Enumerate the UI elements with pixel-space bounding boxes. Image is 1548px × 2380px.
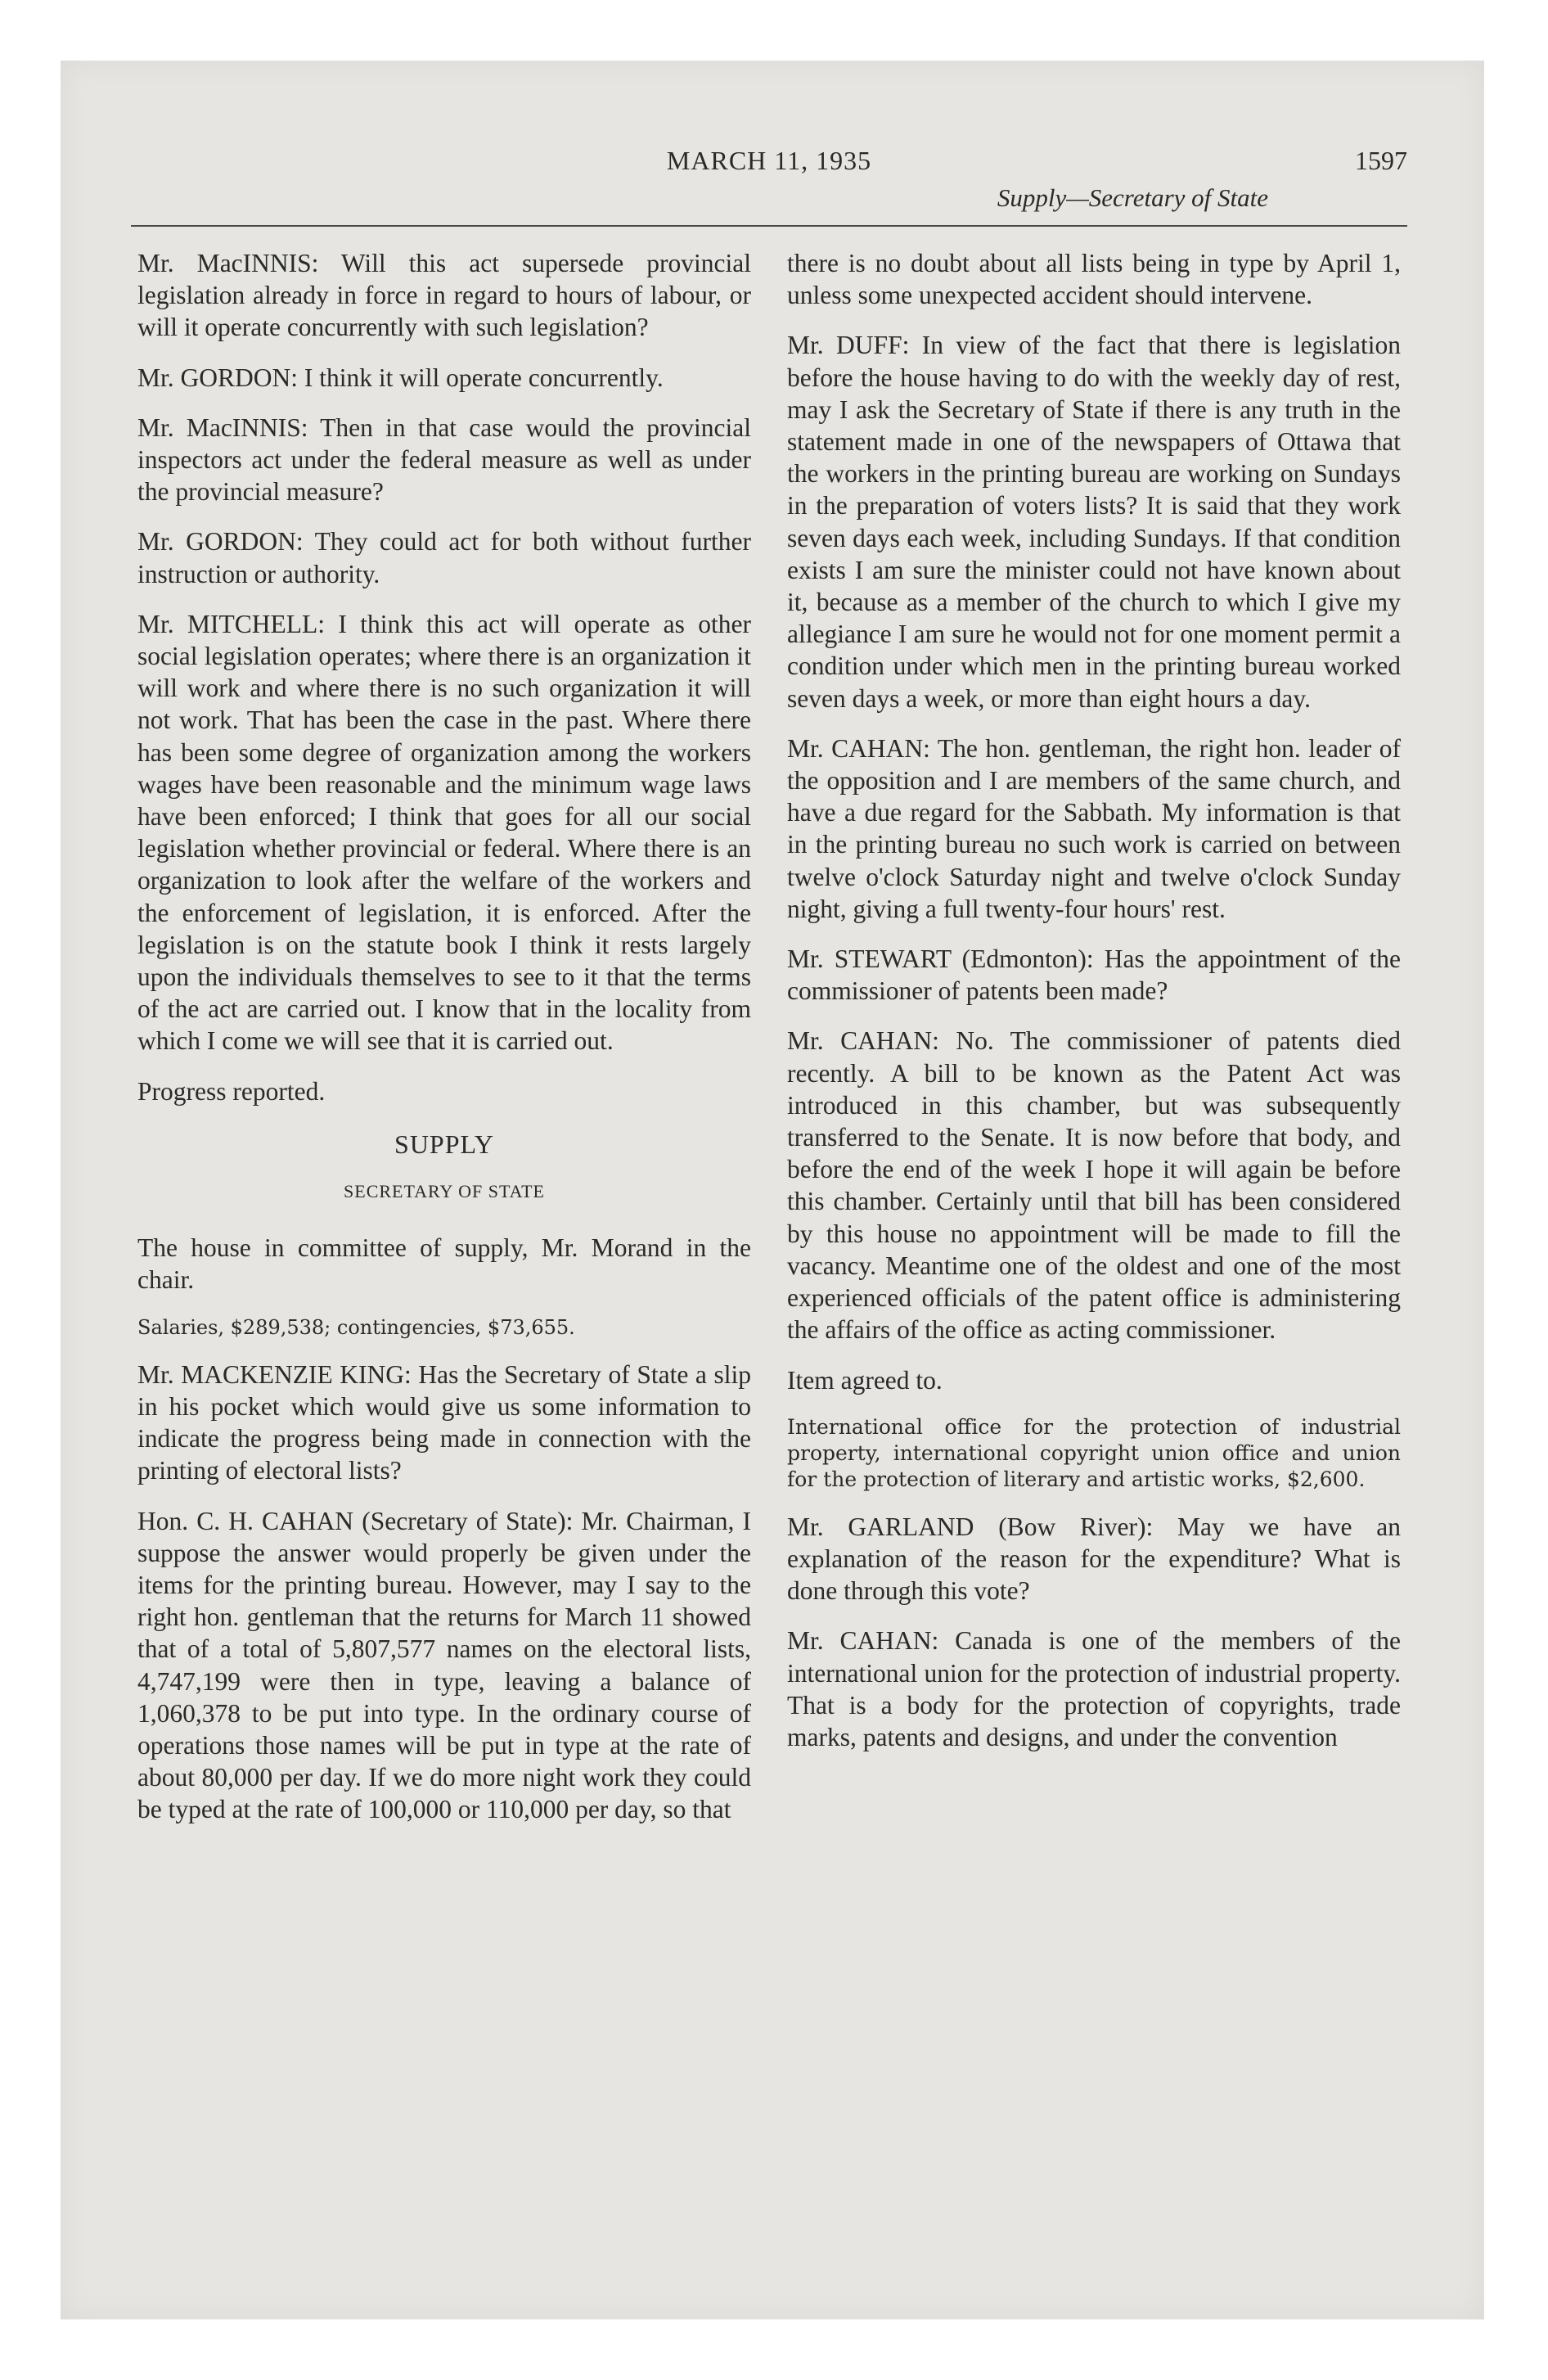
header-rule <box>131 225 1407 227</box>
paragraph: Progress reported. <box>137 1076 326 1106</box>
paragraph: Item agreed to. <box>787 1365 943 1395</box>
paragraph: Mr. GORDON: I think it will operate concurrently. <box>137 363 664 392</box>
paragraph: Mr. DUFF: In view of the fact that there is legislation before the house having to do with the weekly day of rest, may I ask the Secretary of State if there is any truth in the statement made in one of the newspapers of Ottawa that the workers in the printing bureau are working on Sundays in the preparation of voters lists? It is said that they work seven days each week, including Sundays. If that condition exists I am sure the minister could not have known about it, because as a member of the church to which I give my allegiance I am sure he would not for one moment permit a condition under which men in the printing bureau worked seven days a week, or more than eight hours a day. <box>787 331 1401 713</box>
paragraph: Mr. GARLAND (Bow River): May we have an explanation of the reason for the expenditure? What is done through this vote? <box>787 1512 1401 1606</box>
paragraph: Hon. C. H. CAHAN (Secretary of State): Mr. Chairman, I suppose the answer would properly be given under the items for the printing bureau. However, may I say to the right hon. gentleman that the returns for March 11 showed that of a total of 5,807,577 names on the electoral lists, 4,747,199 were then in type, leaving a balance of 1,060,378 to be put into type. In the ordinary course of operations those names will be put in type at the rate of about 80,000 per day. If we do more night work they could be typed at the rate of 100,000 or 110,000 per day, so that <box>137 1506 751 1824</box>
supply-item: International office for the protection of industrial property, international copyright union office and union for the protection of literary and artistic works, $2,600. <box>787 1414 1401 1491</box>
paragraph: Mr. MACKENZIE KING: Has the Secretary of State a slip in his pocket which would give us some information to indicate the progress being made in connection with the printing of electoral lists? <box>137 1359 751 1485</box>
section-subheading: SECRETARY OF STATE <box>344 1181 545 1202</box>
page-number: 1597 <box>1355 146 1407 175</box>
paragraph: Mr. MacINNIS: Will this act supersede provincial legislation already in force in regard to hours of labour, or will it operate concurrently with such legislation? <box>137 249 751 342</box>
paragraph: The house in committee of supply, Mr. Morand in the chair. <box>137 1233 751 1295</box>
paragraph: Mr. CAHAN: No. The commissioner of patents died recently. A bill to be known as the Patent Act was introduced in this chamber, but was subsequently transferred to the Senate. It is now before that body, and before the end of the week I hope it will again be before this chamber. Certainly until that bill has been considered by this house no appointment will be made to fill the vacancy. Meantime one of the oldest and one of the most experienced officials of the patent office is administering the affairs of the office as acting commissioner. <box>787 1026 1401 1345</box>
paragraph: Mr. MITCHELL: I think this act will operate as other social legislation operates; where there is an organization it will work and where there is no such organization it will not work. That has been the case in the past. Where there has been some degree of organization among the workers wages have been reasonable and the minimum wage laws have been enforced; I think that goes for all our social legislation whether provincial or federal. Where there is an organization to look after the welfare of the workers and the enforcement of legislation, it is enforced. After the legislation is on the statute book I think it rests largely upon the individuals themselves to see to it that the terms of the act are carried out. I know that in the locality from which I come we will see that it is carried out. <box>137 609 751 1056</box>
section-heading: SUPPLY <box>394 1129 494 1159</box>
paragraph: Mr. GORDON: They could act for both without further instruction or authority. <box>137 527 751 588</box>
right-column <box>787 247 1401 1771</box>
paragraph: Mr. CAHAN: Canada is one of the members of the international union for the protection of industrial property. That is a body for the protection of copyrights, trade marks, patents and designs, and under the convention <box>787 1626 1401 1751</box>
supply-item: Salaries, $289,538; contingencies, $73,655. <box>137 1315 575 1339</box>
paragraph: Mr. MacINNIS: Then in that case would the provincial inspectors act under the federal measure as well as under the provincial measure? <box>137 412 751 507</box>
left-column <box>137 247 751 1844</box>
paragraph: Mr. STEWART (Edmonton): Has the appointment of the commissioner of patents been made? <box>787 944 1401 1006</box>
header-date: MARCH 11, 1935 <box>666 146 872 175</box>
paragraph: there is no doubt about all lists being in type by April 1, unless some unexpected accident should intervene. <box>787 249 1401 310</box>
running-head: Supply—Secretary of State <box>997 183 1268 212</box>
paragraph: Mr. CAHAN: The hon. gentleman, the right hon. leader of the opposition and I are members of the same church, and have a due regard for the Sabbath. My information is that in the printing bureau no such work is carried on between twelve o'clock Saturday night and twelve o'clock Sunday night, giving a full twenty-four hours' rest. <box>787 733 1401 923</box>
page-header <box>131 146 1407 236</box>
